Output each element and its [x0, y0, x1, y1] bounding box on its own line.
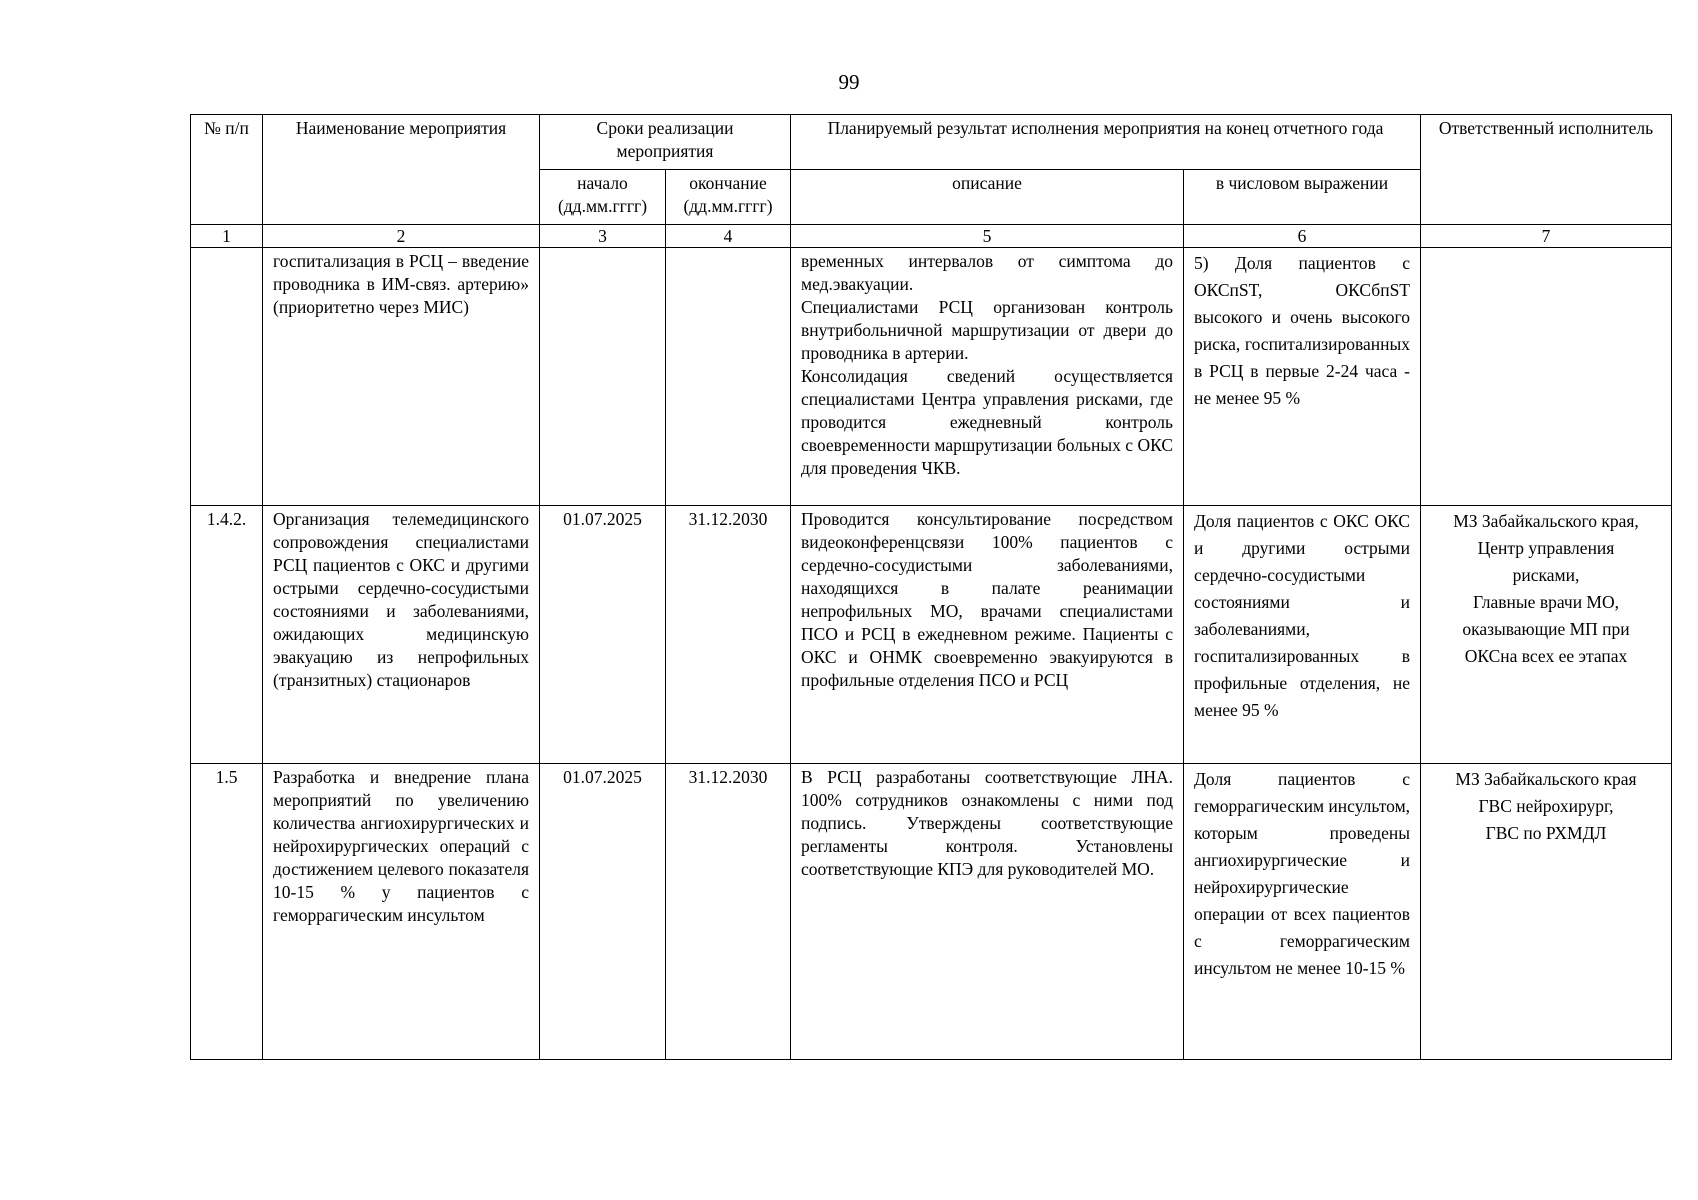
table-row — [191, 248, 1672, 506]
responsible-line: МЗ Забайкальского края — [1455, 769, 1637, 789]
end-date — [666, 248, 791, 506]
header-description: описание — [791, 170, 1184, 225]
start-date: 01.07.2025 — [540, 764, 666, 1060]
column-number: 1 — [191, 225, 263, 248]
header-responsible: Ответственный исполнитель — [1421, 115, 1672, 225]
column-number: 5 — [791, 225, 1184, 248]
start-date — [540, 248, 666, 506]
description-paragraph: временных интервалов от симптома до мед.эвакуации. — [801, 251, 1173, 294]
activities-table — [190, 114, 1672, 1060]
result-description — [791, 506, 1184, 764]
end-date: 31.12.2030 — [666, 764, 791, 1060]
start-date: 01.07.2025 — [540, 506, 666, 764]
activity-name: Организация телемедицинского сопровождения специалистами РСЦ пациентов с ОКС и другими острыми сердечно-сосудистыми состояниями и заболеваниями, ожидающих медицинскую эвакуацию из непрофильных (транзитных) стационаров — [263, 506, 540, 764]
header-numeric: в числовом выражении — [1184, 170, 1421, 225]
column-number: 2 — [263, 225, 540, 248]
description-paragraph: Специалистами РСЦ организован контроль внутрибольничной маршрутизации от двери до проводника в артерии. — [801, 297, 1173, 363]
responsible-line: Главные врачи МО, — [1472, 592, 1620, 612]
column-number: 7 — [1421, 225, 1672, 248]
header-start: начало (дд.мм.гггг) — [540, 170, 666, 225]
responsible-executor — [1421, 764, 1672, 1060]
result-value: 5) Доля пациентов с ОКСпST, ОКСбпST высокого и очень высокого риска, госпитализированных в РСЦ в первые 2-24 часа - не менее 95 % — [1184, 248, 1421, 506]
row-number — [191, 248, 263, 506]
row-number: 1.4.2. — [191, 506, 263, 764]
column-number: 3 — [540, 225, 666, 248]
column-number: 4 — [666, 225, 791, 248]
responsible-line: рисками, — [1512, 565, 1580, 585]
responsible-line: ОКСна всех ее этапах — [1464, 646, 1628, 666]
end-date: 31.12.2030 — [666, 506, 791, 764]
responsible-line: ГВС нейрохирург, — [1478, 796, 1614, 816]
header-result: Планируемый результат исполнения мероприятия на конец отчетного года — [791, 115, 1421, 170]
table-row — [191, 764, 1672, 1060]
description-paragraph: В РСЦ разработаны соответствующие ЛНА. 100% сотрудников ознакомлены с ними под подпись. Утверждены соответствующие регламенты контроля. Установлены соответствующие КПЭ для руководителей МО. — [801, 767, 1173, 879]
row-number: 1.5 — [191, 764, 263, 1060]
header-end: окончание (дд.мм.гггг) — [666, 170, 791, 225]
result-value: Доля пациентов с ОКС ОКС и другими острыми сердечно-сосудистыми состояниями и заболеваниями, госпитализированных в профильные отделения, не менее 95 % — [1184, 506, 1421, 764]
responsible-line: ГВС по РХМДЛ — [1485, 823, 1607, 843]
table-row — [191, 506, 1672, 764]
column-number: 6 — [1184, 225, 1421, 248]
description-paragraph: Проводится консультирование посредством видеоконференцсвязи 100% пациентов с сердечно-сосудистыми заболеваниями, находящихся в палате реанимации непрофильных МО, врачами специалистами ПСО и РСЦ в ежедневном режиме. Пациенты с ОКС и ОНМК своевременно эвакуируются в профильные отделения ПСО и РСЦ — [801, 509, 1173, 690]
responsible-line: Центр управления — [1477, 538, 1615, 558]
header-name: Наименование мероприятия — [263, 115, 540, 225]
activity-name: госпитализация в РСЦ – введение проводника в ИМ-связ. артерию» (приоритетно через МИС) — [263, 248, 540, 506]
responsible-executor — [1421, 506, 1672, 764]
result-value: Доля пациентов с геморрагическим инсультом, которым проведены ангиохирургические и нейрохирургические операции от всех пациентов с геморрагическим инсультом не менее 10-15 % — [1184, 764, 1421, 1060]
description-paragraph: Консолидация сведений осуществляется специалистами Центра управления рисками, где проводится ежедневный контроль своевременности маршрутизации больных с ОКС для проведения ЧКВ. — [801, 366, 1173, 478]
page-number: 99 — [838, 70, 860, 94]
header-period: Сроки реализации мероприятия — [540, 115, 791, 170]
responsible-executor — [1421, 248, 1672, 506]
responsible-line: оказывающие МП при — [1462, 619, 1630, 639]
responsible-line: МЗ Забайкальского края, — [1453, 511, 1639, 531]
result-description — [791, 764, 1184, 1060]
header-num: № п/п — [191, 115, 263, 225]
result-description — [791, 248, 1184, 506]
column-numbers-row — [191, 225, 1672, 248]
activity-name: Разработка и внедрение плана мероприятий по увеличению количества ангиохирургических и нейрохирургических операций с достижением целевого показателя 10-15 % у пациентов с геморрагическим инсультом — [263, 764, 540, 1060]
